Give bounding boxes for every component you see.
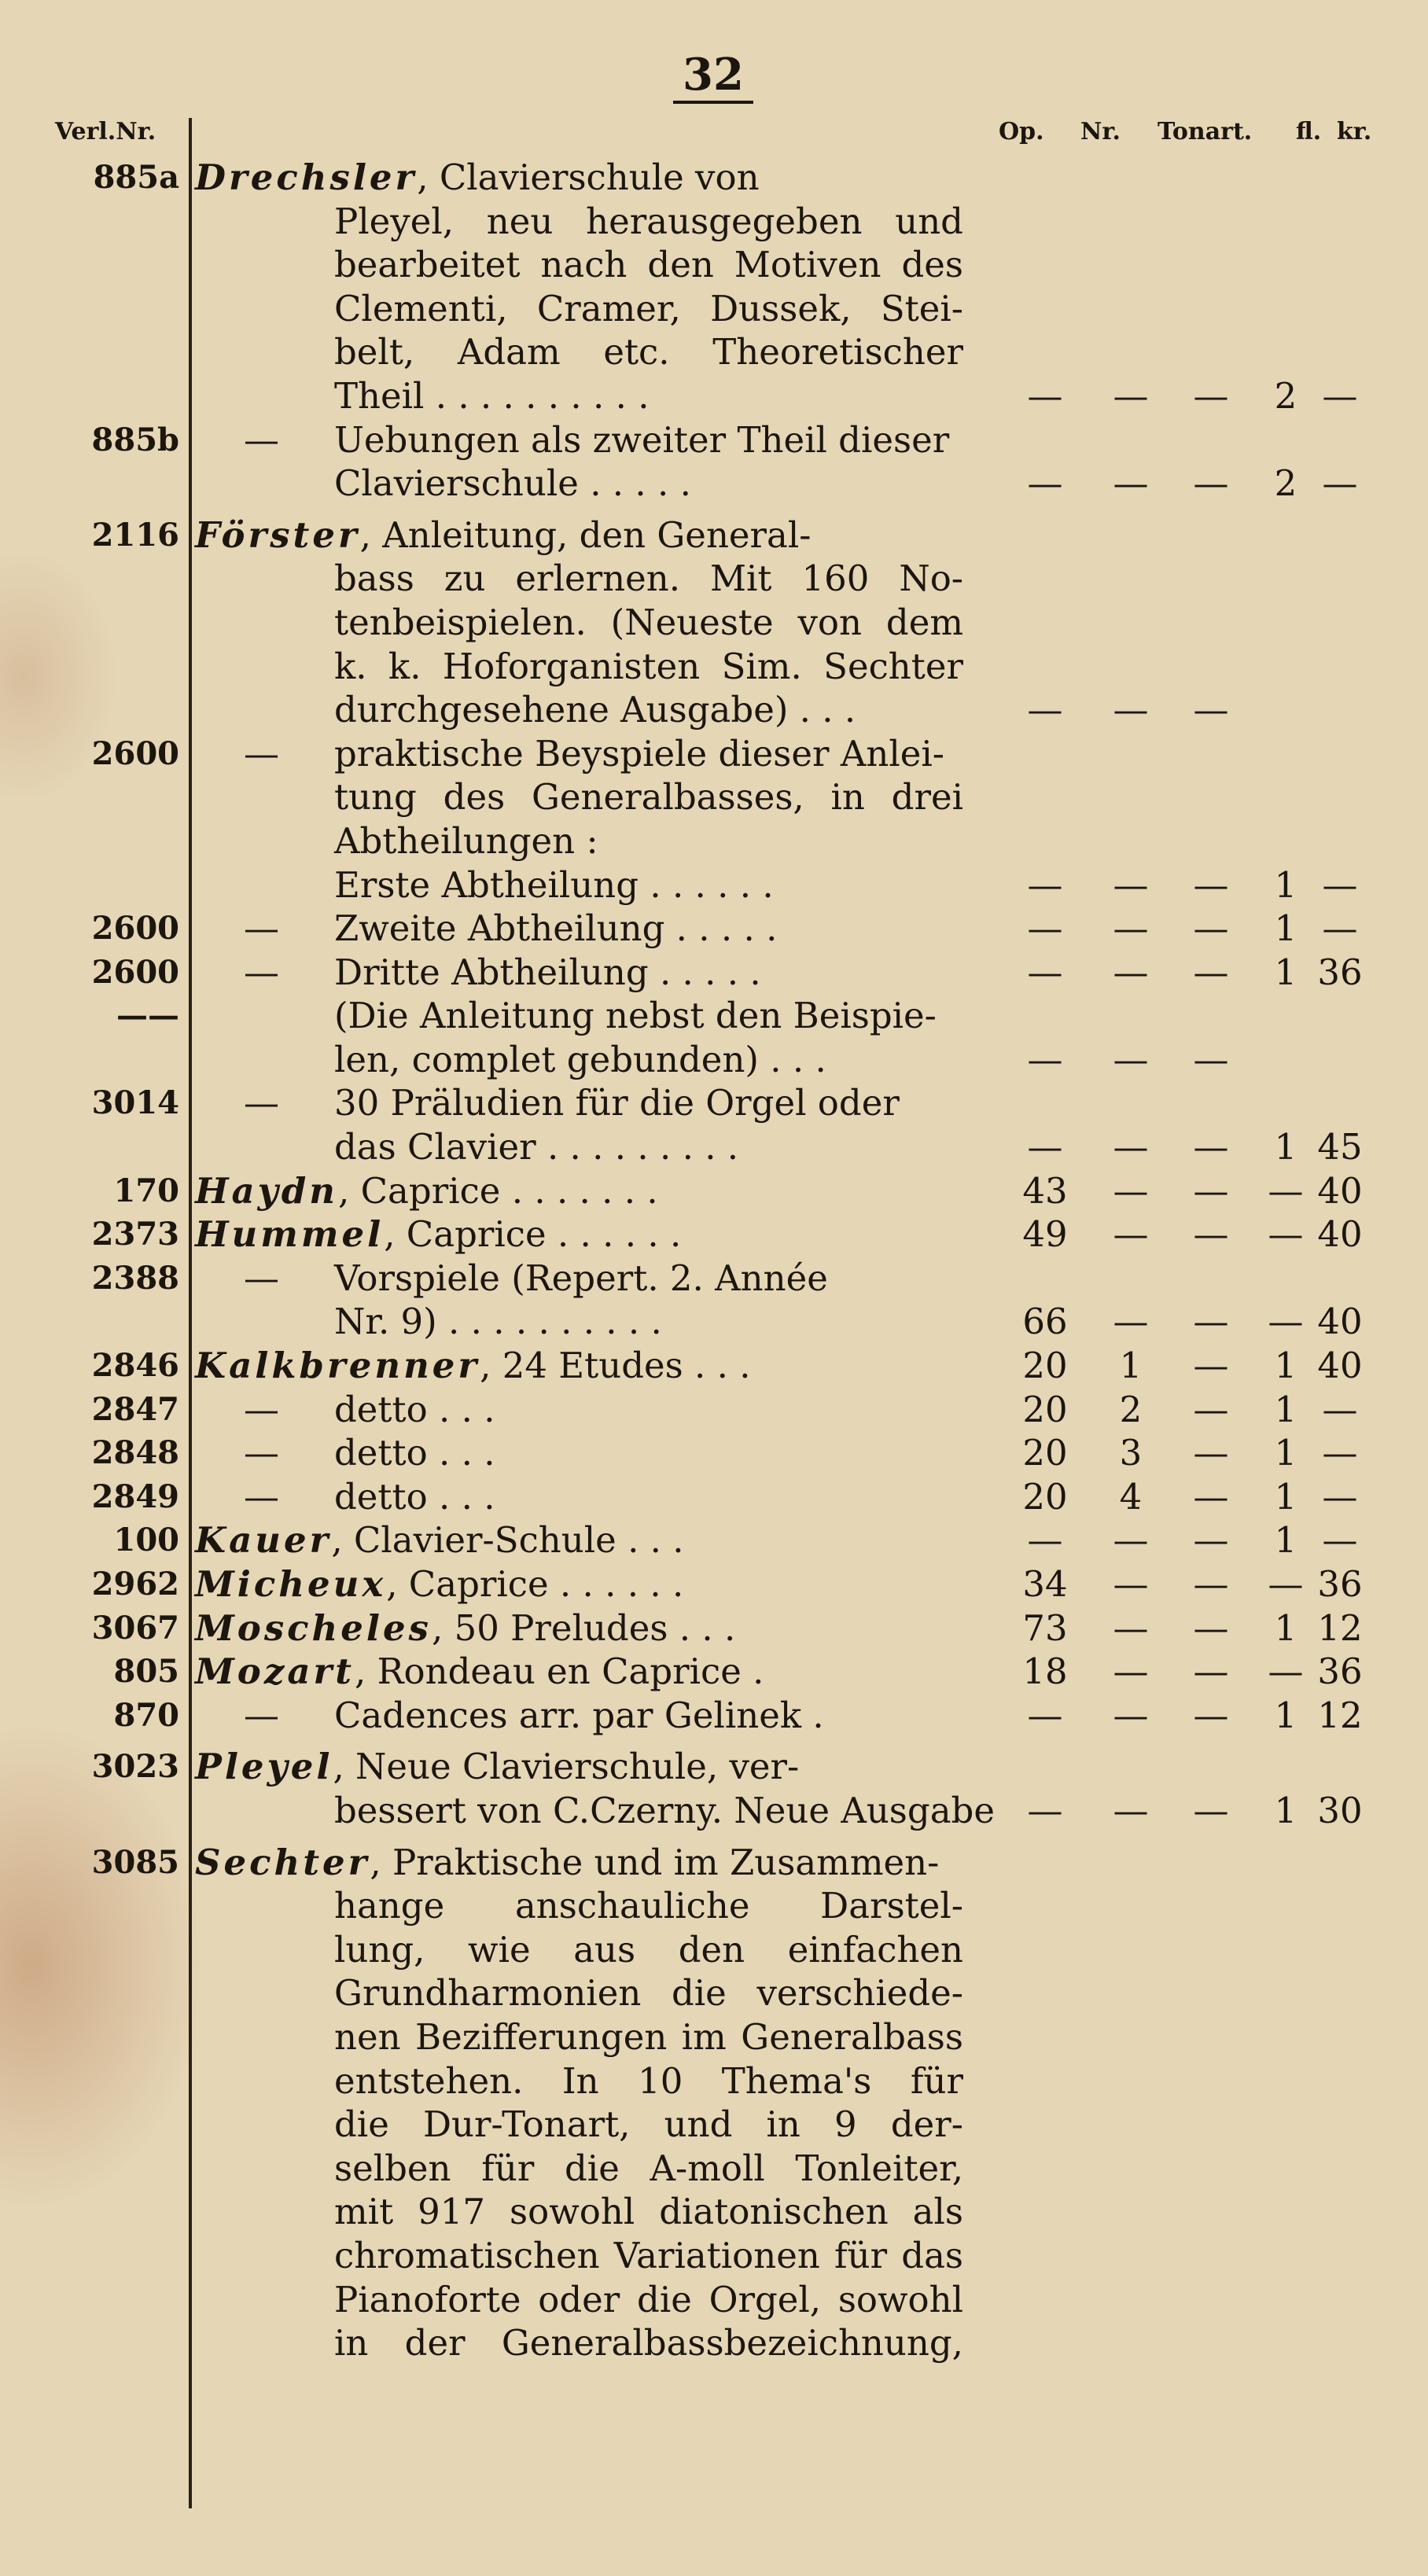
price-kr: 45 — [1317, 1126, 1363, 1168]
entry-text: Dritte Abtheilung . . . . . — [334, 951, 761, 993]
tonart: — — [1193, 1345, 1229, 1387]
entry-line — [0, 1257, 1428, 1301]
entry-text: , Clavierschule von — [417, 156, 760, 198]
verl-nr: 3023 — [91, 1748, 179, 1786]
opus: 18 — [1022, 1650, 1068, 1693]
composer-name: Micheux — [195, 1563, 387, 1605]
entry-heading — [195, 1518, 684, 1562]
entry-text: , Rondeau en Caprice . — [355, 1650, 764, 1693]
opus: 66 — [1022, 1301, 1068, 1343]
entry-line — [0, 1694, 1428, 1738]
entry-heading — [195, 1745, 799, 1789]
price-kr: — — [1322, 863, 1358, 906]
entry-line — [0, 1789, 1428, 1833]
opus: 43 — [1022, 1169, 1068, 1212]
entry-line — [0, 819, 1428, 863]
verl-nr: 2388 — [91, 1259, 179, 1297]
tonart: — — [1193, 1213, 1229, 1256]
verl-nr: 3014 — [91, 1084, 179, 1122]
opus: — — [1027, 951, 1063, 993]
header-tonart: Tonart. — [1157, 118, 1253, 145]
tonart: — — [1193, 1432, 1229, 1474]
opus: 20 — [1022, 1432, 1068, 1474]
price-kr: 12 — [1317, 1606, 1363, 1649]
price-kr: — — [1322, 1388, 1358, 1430]
composer-name: Kauer — [195, 1519, 332, 1562]
verl-nr: 2116 — [91, 516, 179, 554]
price-fl: — — [1268, 1650, 1304, 1693]
entry-line — [0, 2234, 1428, 2278]
tonart: — — [1193, 1301, 1229, 1343]
number: — — [1113, 1650, 1149, 1693]
entry-text: , Caprice . . . . . . . — [338, 1169, 658, 1212]
composer-name: Pleyel — [195, 1746, 333, 1788]
entry-heading — [195, 1213, 681, 1257]
entry-line — [0, 1650, 1428, 1694]
price-fl: 1 — [1274, 1345, 1297, 1387]
entry-line — [0, 2278, 1428, 2322]
verl-nr: 2600 — [91, 734, 179, 772]
header-fl: fl. — [1296, 118, 1322, 145]
opus: — — [1027, 462, 1063, 505]
tonart: — — [1193, 1694, 1229, 1736]
number: — — [1113, 1519, 1149, 1562]
ditto-dash: — — [244, 1475, 279, 1518]
price-fl: — — [1268, 1563, 1304, 1605]
opus: — — [1027, 1038, 1063, 1080]
entry-line — [0, 1841, 1428, 1885]
entry-text: Theil . . . . . . . . . . — [334, 374, 650, 417]
entry-line — [0, 462, 1428, 506]
entry-line — [0, 2147, 1428, 2191]
number: 4 — [1119, 1475, 1143, 1518]
entry-text: die Dur-Tonart, und in 9 der- — [334, 2103, 963, 2146]
price-fl: 1 — [1274, 1388, 1297, 1430]
number: — — [1113, 863, 1149, 906]
header-verl-nr: Verl.Nr. — [55, 118, 156, 145]
entry-line — [0, 1081, 1428, 1125]
entry-line — [0, 243, 1428, 287]
catalog-entries — [0, 156, 1428, 2365]
entry-text: Pleyel, neu herausgegeben und — [334, 200, 963, 242]
verl-nr: 2848 — [91, 1434, 179, 1472]
tonart: — — [1193, 1789, 1229, 1831]
entry-line — [0, 2059, 1428, 2103]
tonart: — — [1193, 689, 1229, 731]
ditto-dash: — — [244, 1082, 279, 1124]
price-kr: 40 — [1317, 1345, 1363, 1387]
verl-nr: 2847 — [91, 1390, 179, 1428]
entry-text: entstehen. In 10 Thema's für — [334, 2059, 963, 2102]
tonart: — — [1193, 1563, 1229, 1605]
price-kr: 36 — [1317, 951, 1363, 993]
price-fl: — — [1268, 1213, 1304, 1256]
entry-line — [0, 907, 1428, 951]
price-kr: 12 — [1317, 1694, 1363, 1736]
opus: 20 — [1022, 1345, 1068, 1387]
entry-heading — [195, 1606, 735, 1650]
entry-heading — [195, 513, 812, 558]
entry-text: tung des Generalbasses, in drei — [334, 776, 963, 819]
entry-line — [0, 2321, 1428, 2365]
price-kr: — — [1322, 374, 1358, 417]
header-kr: kr. — [1337, 118, 1372, 145]
entry-line — [0, 200, 1428, 244]
entry-line — [0, 1388, 1428, 1432]
opus: — — [1027, 907, 1063, 950]
price-kr: 36 — [1317, 1563, 1363, 1605]
entry-text: nen Bezifferungen im Generalbass — [334, 2015, 963, 2058]
price-kr: 40 — [1317, 1301, 1363, 1343]
entry-text: das Clavier . . . . . . . . . — [334, 1126, 739, 1168]
verl-nr: 2962 — [91, 1566, 179, 1603]
entry-line — [0, 732, 1428, 776]
price-fl: 1 — [1274, 1789, 1297, 1831]
price-kr: 30 — [1317, 1789, 1363, 1831]
verl-nr: 100 — [113, 1522, 179, 1559]
verl-nr: 3067 — [91, 1609, 179, 1647]
entry-line — [0, 287, 1428, 331]
entry-text: , 50 Preludes . . . — [431, 1606, 736, 1649]
composer-name: Moscheles — [195, 1606, 432, 1649]
price-kr: — — [1322, 1519, 1358, 1562]
verl-nr: —— — [116, 997, 179, 1035]
entry-text: Cadences arr. par Gelinek . — [334, 1694, 824, 1736]
number: — — [1113, 951, 1149, 993]
verl-nr: 3085 — [91, 1843, 179, 1881]
ditto-dash: — — [244, 1257, 279, 1299]
entry-line — [0, 1300, 1428, 1344]
entry-text: bessert von C.Czerny. Neue Ausgabe — [334, 1789, 995, 1831]
entry-text: selben für die A-moll Tonleiter, — [334, 2147, 963, 2189]
entry-text: Nr. 9) . . . . . . . . . . — [334, 1301, 662, 1343]
verl-nr: 2373 — [91, 1216, 179, 1253]
entry-text: , Praktische und im Zusammen- — [370, 1841, 940, 1883]
entry-line — [0, 1928, 1428, 1972]
entry-line — [0, 418, 1428, 462]
opus: — — [1027, 1694, 1063, 1736]
tonart: — — [1193, 863, 1229, 906]
tonart: — — [1193, 1169, 1229, 1212]
entry-line — [0, 1125, 1428, 1169]
entry-text: , Neue Clavierschule, ver- — [333, 1746, 800, 1788]
entry-line — [0, 1431, 1428, 1475]
entry-text: , Caprice . . . . . . — [386, 1563, 684, 1605]
number: — — [1113, 1694, 1149, 1736]
tonart: — — [1193, 1650, 1229, 1693]
verl-nr: 885b — [91, 421, 179, 458]
entry-line — [0, 601, 1428, 645]
number: — — [1113, 1126, 1149, 1168]
entry-heading — [195, 1650, 764, 1694]
entry-text: in der Generalbassbezeichnung, — [334, 2322, 963, 2364]
entry-line — [0, 1745, 1428, 1789]
entry-text: detto . . . — [334, 1388, 495, 1430]
opus: 73 — [1022, 1606, 1068, 1649]
opus: 34 — [1022, 1563, 1068, 1605]
entry-text: detto . . . — [334, 1432, 495, 1474]
entry-line — [0, 645, 1428, 689]
entry-line — [0, 994, 1428, 1038]
entry-line — [0, 156, 1428, 200]
entry-line — [0, 1344, 1428, 1388]
price-fl: 2 — [1274, 462, 1297, 505]
tonart: — — [1193, 1388, 1229, 1430]
tonart: — — [1193, 374, 1229, 417]
price-kr: — — [1322, 907, 1358, 950]
entry-line — [0, 863, 1428, 907]
price-kr: 36 — [1317, 1650, 1363, 1693]
ditto-dash: — — [244, 907, 279, 950]
entry-line — [0, 775, 1428, 819]
price-fl: 1 — [1274, 1475, 1297, 1518]
entry-text: lung, wie aus den einfachen — [334, 1928, 963, 1971]
entry-text: tenbeispielen. (Neueste von dem — [334, 601, 963, 643]
entry-line — [0, 1038, 1428, 1082]
entry-text: 30 Präludien für die Orgel oder — [334, 1082, 900, 1124]
opus: — — [1027, 689, 1063, 731]
entry-heading — [195, 1841, 939, 1885]
entry-text: len, complet gebunden) . . . — [334, 1038, 826, 1080]
tonart: — — [1193, 1606, 1229, 1649]
entry-line — [0, 1518, 1428, 1562]
number: — — [1113, 907, 1149, 950]
opus: — — [1027, 863, 1063, 906]
price-fl: 1 — [1274, 951, 1297, 993]
opus: — — [1027, 1126, 1063, 1168]
opus: 49 — [1022, 1213, 1068, 1256]
price-kr: — — [1322, 1432, 1358, 1474]
entry-line — [0, 1971, 1428, 2015]
entry-line — [0, 330, 1428, 374]
price-fl: 1 — [1274, 1432, 1297, 1474]
verl-nr: 2849 — [91, 1478, 179, 1515]
verl-nr: 805 — [113, 1653, 179, 1691]
price-fl: — — [1268, 1169, 1304, 1212]
composer-name: Hummel — [195, 1213, 385, 1256]
tonart: — — [1193, 1038, 1229, 1080]
entry-text: Zweite Abtheilung . . . . . — [334, 907, 778, 950]
opus: 20 — [1022, 1388, 1068, 1430]
entry-line — [0, 1213, 1428, 1257]
ditto-dash: — — [244, 1432, 279, 1474]
number: — — [1113, 1301, 1149, 1343]
number: — — [1113, 1213, 1149, 1256]
price-fl: 1 — [1274, 1126, 1297, 1168]
tonart: — — [1193, 907, 1229, 950]
entry-text: Grundharmonien die verschiede- — [334, 1972, 963, 2015]
entry-text: belt, Adam etc. Theoretischer — [334, 331, 963, 374]
ditto-dash: — — [244, 1694, 279, 1736]
entry-text: Clementi, Cramer, Dussek, Stei- — [334, 287, 963, 329]
verl-nr: 2600 — [91, 910, 179, 948]
entry-line — [0, 2015, 1428, 2059]
price-fl: 1 — [1274, 907, 1297, 950]
price-fl: 1 — [1274, 1606, 1297, 1649]
entry-text: , Caprice . . . . . . — [384, 1213, 682, 1256]
ditto-dash: — — [244, 732, 279, 775]
entry-text: , Anleitung, den General- — [359, 513, 812, 556]
entry-text: , 24 Etudes . . . — [480, 1345, 751, 1387]
entry-text: bearbeitet nach den Motiven des — [334, 244, 963, 286]
price-fl: 1 — [1274, 1694, 1297, 1736]
number: — — [1113, 374, 1149, 417]
price-fl: — — [1268, 1301, 1304, 1343]
number: — — [1113, 1169, 1149, 1212]
ditto-dash: — — [244, 418, 279, 461]
composer-name: Kalkbrenner — [195, 1345, 480, 1387]
number: — — [1113, 1038, 1149, 1080]
entry-line — [0, 2103, 1428, 2147]
price-fl: 2 — [1274, 374, 1297, 417]
entry-line — [0, 688, 1428, 732]
entry-text: Uebungen als zweiter Theil dieser — [334, 418, 950, 461]
composer-name: Haydn — [195, 1169, 339, 1212]
composer-name: Drechsler — [195, 156, 418, 198]
entry-line — [0, 374, 1428, 418]
entry-line — [0, 1562, 1428, 1606]
entry-text: Clavierschule . . . . . — [334, 462, 691, 505]
price-kr: — — [1322, 462, 1358, 505]
ditto-dash: — — [244, 1388, 279, 1430]
number: — — [1113, 462, 1149, 505]
entry-text: hange anschauliche Darstel- — [334, 1885, 963, 1927]
entry-line — [0, 1475, 1428, 1519]
number: 1 — [1119, 1345, 1143, 1387]
entry-text: praktische Beyspiele dieser Anlei- — [334, 732, 944, 775]
price-kr: — — [1322, 1475, 1358, 1518]
entry-text: k. k. Hoforganisten Sim. Sechter — [334, 645, 963, 687]
opus: 20 — [1022, 1475, 1068, 1518]
number: — — [1113, 1563, 1149, 1605]
entry-text: , Clavier-Schule . . . — [331, 1519, 684, 1562]
page-number-rule — [673, 101, 753, 104]
entry-line — [0, 951, 1428, 995]
opus: — — [1027, 1519, 1063, 1562]
verl-nr: 2846 — [91, 1347, 179, 1385]
entry-text: chromatischen Variationen für das — [334, 2234, 963, 2276]
number: — — [1113, 689, 1149, 731]
header-op: Op. — [999, 118, 1044, 145]
entry-heading — [195, 1169, 658, 1213]
verl-nr: 2600 — [91, 953, 179, 991]
entry-line — [0, 1606, 1428, 1650]
tonart: — — [1193, 462, 1229, 505]
entry-line — [0, 557, 1428, 601]
price-fl: 1 — [1274, 1519, 1297, 1562]
tonart: — — [1193, 1475, 1229, 1518]
price-kr: 40 — [1317, 1169, 1363, 1212]
composer-name: Förster — [195, 513, 360, 556]
entry-line — [0, 513, 1428, 558]
entry-text: detto . . . — [334, 1475, 495, 1518]
tonart: — — [1193, 1519, 1229, 1562]
opus: — — [1027, 1789, 1063, 1831]
composer-name: Sechter — [195, 1841, 370, 1883]
entry-text: Abtheilungen : — [334, 819, 598, 862]
price-fl: 1 — [1274, 863, 1297, 906]
ditto-dash: — — [244, 951, 279, 993]
entry-heading — [195, 1344, 751, 1388]
number: 2 — [1119, 1388, 1143, 1430]
entry-text: mit 917 sowohl diatonischen als — [334, 2191, 963, 2233]
number: — — [1113, 1789, 1149, 1831]
entry-line — [0, 1884, 1428, 1928]
tonart: — — [1193, 1126, 1229, 1168]
composer-name: Mozart — [195, 1650, 355, 1693]
tonart: — — [1193, 951, 1229, 993]
entry-text: durchgesehene Ausgabe) . . . — [334, 689, 856, 731]
opus: — — [1027, 374, 1063, 417]
number: 3 — [1119, 1432, 1143, 1474]
entry-text: Erste Abtheilung . . . . . . — [334, 863, 774, 906]
entry-text: (Die Anleitung nebst den Beispie- — [334, 995, 937, 1037]
entry-line — [0, 2190, 1428, 2234]
verl-nr: 870 — [113, 1696, 179, 1734]
entry-heading — [195, 1562, 683, 1606]
page-number: 32 — [683, 49, 744, 101]
verl-nr: 170 — [113, 1172, 179, 1209]
entry-text: Pianoforte oder die Orgel, sowohl — [334, 2278, 963, 2320]
header-nr: Nr. — [1080, 118, 1121, 145]
price-kr: 40 — [1317, 1213, 1363, 1256]
verl-nr: 885a — [93, 159, 179, 196]
entry-text: Vorspiele (Repert. 2. Année — [334, 1257, 828, 1299]
entry-text: bass zu erlernen. Mit 160 No- — [334, 558, 963, 600]
number: — — [1113, 1606, 1149, 1649]
entry-heading — [195, 156, 760, 200]
entry-line — [0, 1169, 1428, 1213]
